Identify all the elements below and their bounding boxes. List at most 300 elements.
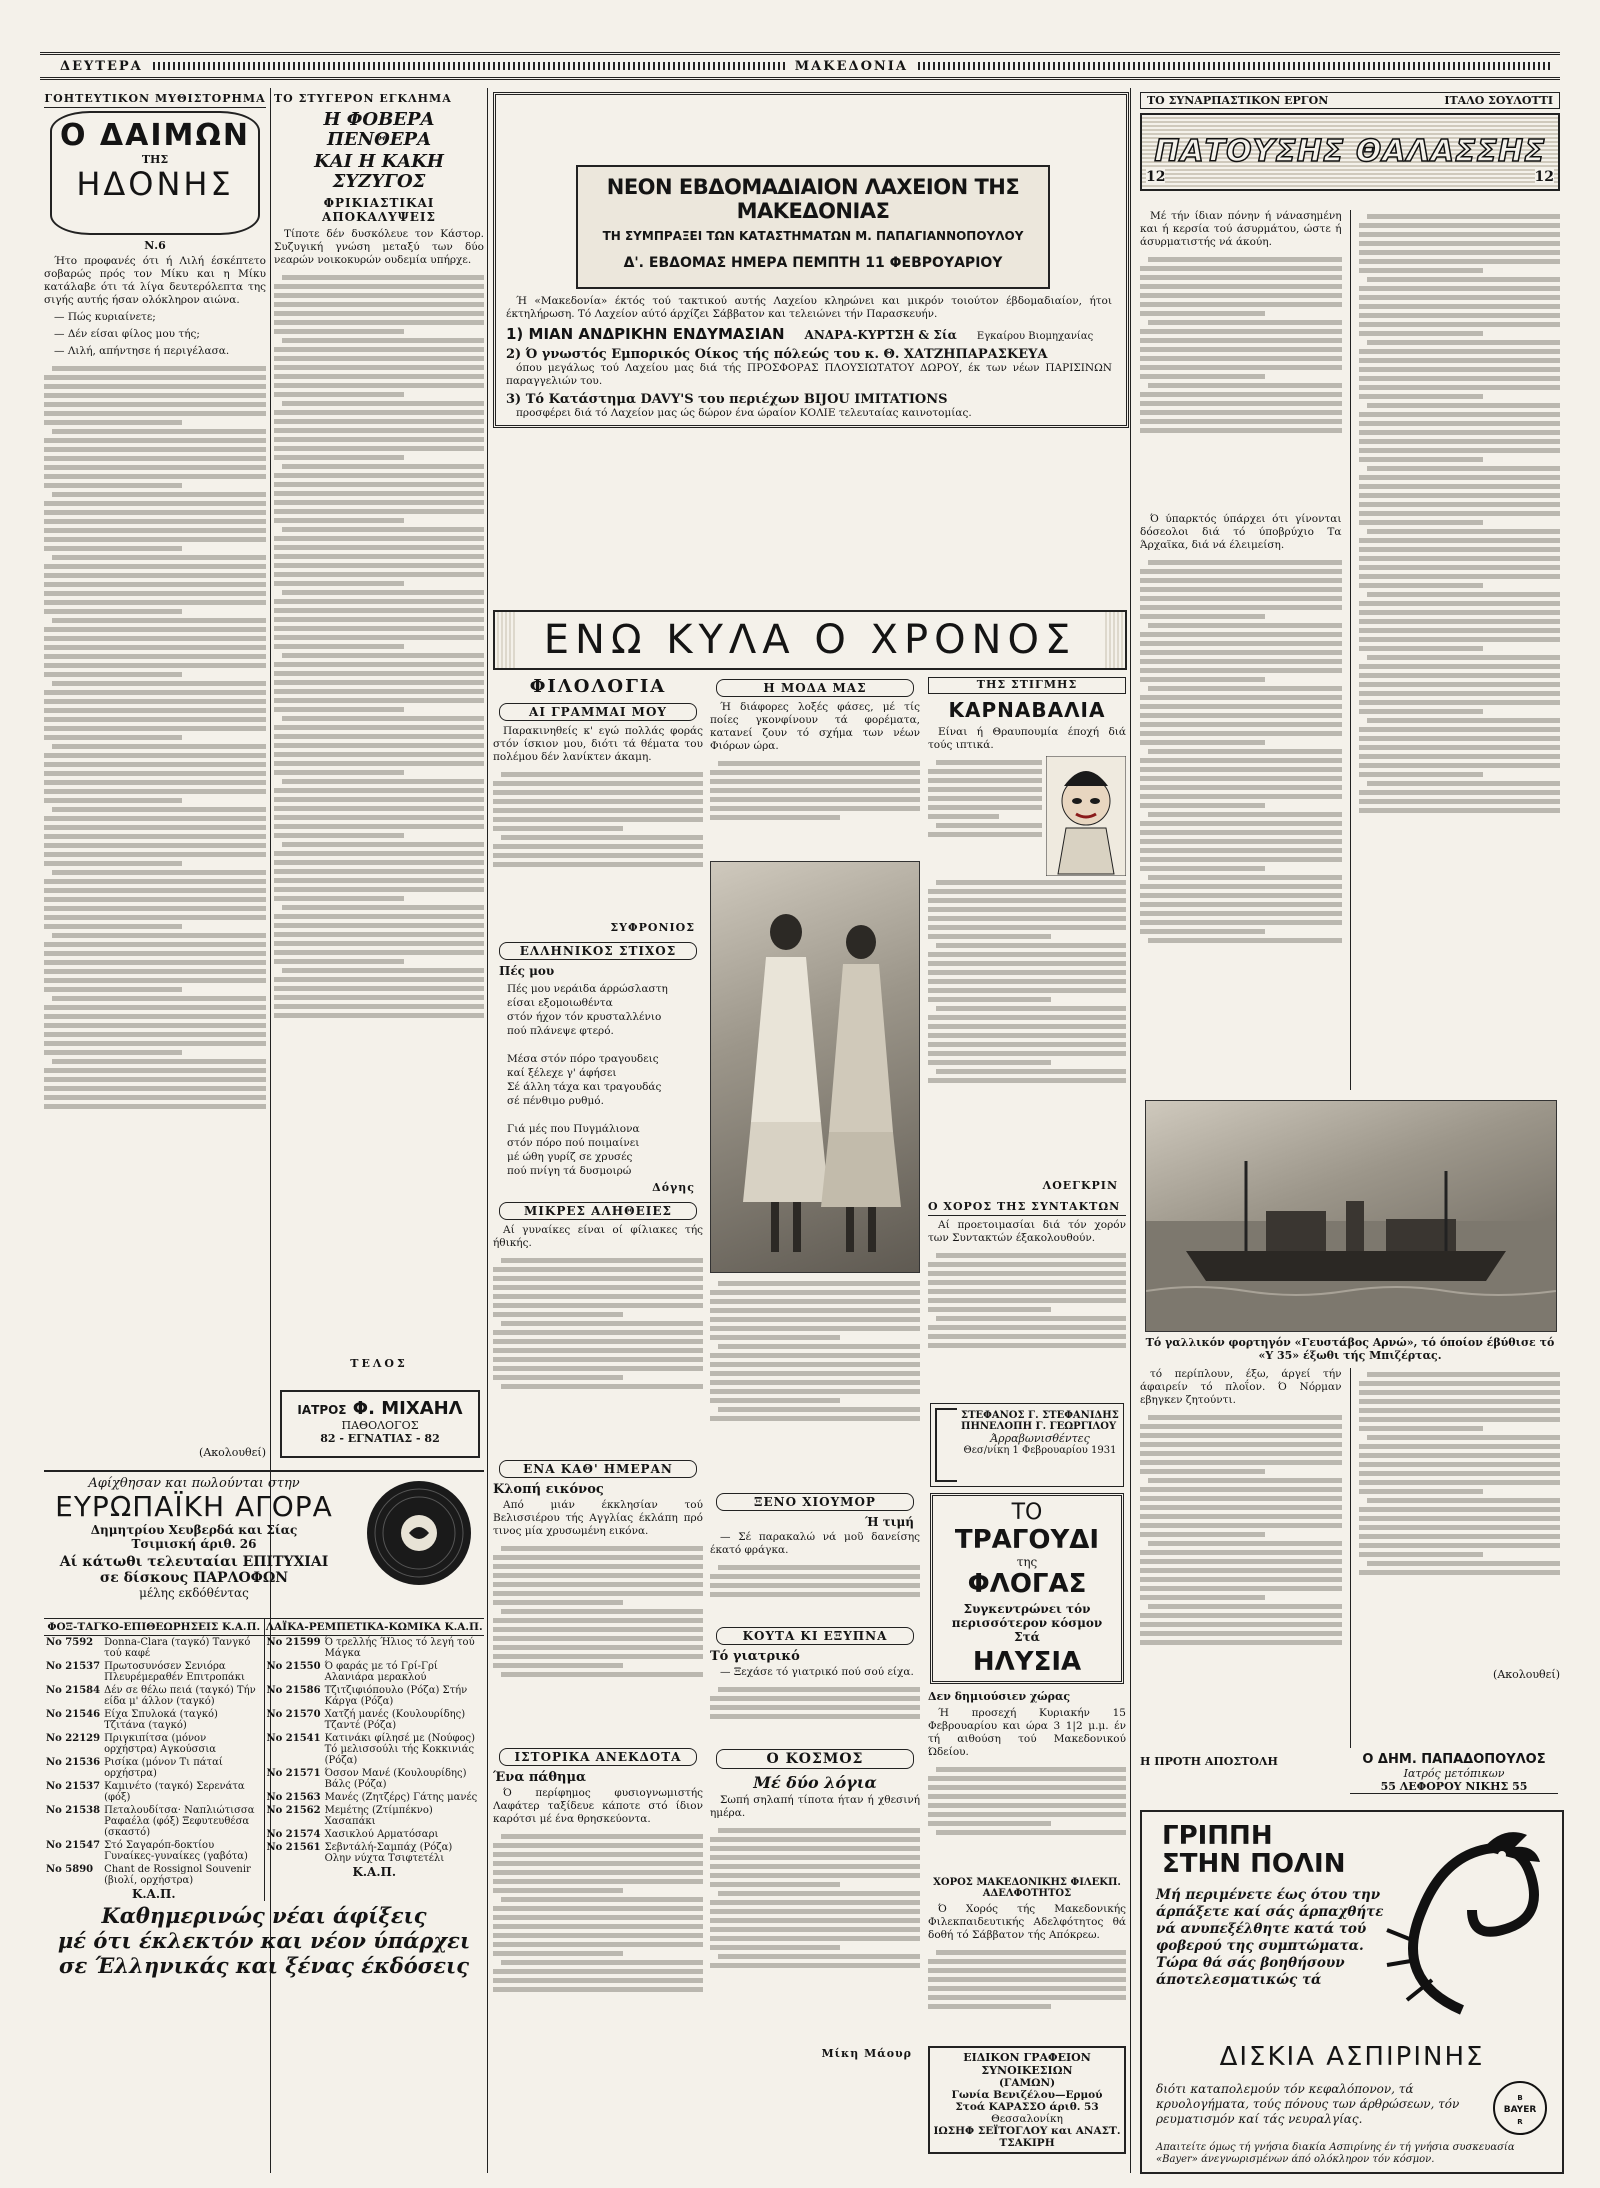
tagline-line: σε Έλληνικάς και ξένας έκδόσεις [58,1953,469,1978]
text-line [493,1294,703,1299]
column-rule [1350,1368,1351,1748]
text-line [936,943,1126,948]
lottery-title: ΝΕΟΝ ΕΒΔΟΜΑΔΙΑΙΟΝ ΛΑΧΕΙΟΝ ΤΗΣ ΜΑΚΕΔΟΝΙΑΣ [606,175,1020,223]
text-block [493,768,703,918]
record-number: No 21538 [46,1805,101,1816]
text-line [274,392,404,397]
text-line [52,1059,266,1064]
text-line [274,374,484,379]
text-line [928,1995,1126,2000]
text-line [1140,713,1342,718]
text-block [710,1824,920,2044]
record-title: Στό Σαγαρόπ-δοκτίου Γυναίκες-γυναίκες (γαβότα) [104,1840,248,1862]
text-line [282,275,484,280]
text-line [274,860,484,865]
record-number: No 22129 [46,1733,101,1744]
text-line [1359,1471,1561,1476]
philology-head: ΦΙΛΟΛΟΓΙΑ [529,676,667,697]
lottery-subtitle: ΤΗ ΣΥΜΠΡΑΞΕΙ ΤΩΝ ΚΑΤΑΣΤΗΜΑΤΩΝ Μ. ΠΑΠΑΓΙΑΝΝΟΠΟΥΛΟΥ [602,229,1024,243]
record-title: Χασικλού Αρματόσαρι [324,1829,439,1840]
text-line [928,2004,1051,2009]
text-line [493,1663,623,1668]
text-line [44,861,182,866]
text-block [710,757,920,857]
serial-number: 12 [1146,169,1166,185]
film-ad [930,1493,1124,1684]
text-line [44,960,266,965]
text-line [718,1687,920,1692]
text-line [274,887,484,892]
text-line [1359,682,1561,687]
text-line [493,1267,703,1272]
prize-2: 2) Ό γνωστός Εμπορικός Οίκος τής πόλεώς του κ. Θ. ΧΑΤΖΗΠΑΡΑΣΚΕΥΑ [506,347,1048,362]
text-line [928,1977,1126,1982]
text-line [274,428,484,433]
text-line [1359,385,1561,390]
text-line [274,509,484,514]
text-line [1359,331,1484,336]
text-line [928,1334,1126,1339]
text-line [710,1927,920,1932]
moment-column [928,675,1126,2165]
text-line [1148,938,1342,943]
text-line [274,311,484,316]
doctor-address: 82 - ΕΓΝΑΤΙΑΣ - 82 [320,1432,440,1445]
text-line [1140,884,1342,889]
text-line [274,635,484,640]
text-line [1367,277,1561,282]
poem-line: στόν πόρο πού ποιμαίνει [507,1137,640,1149]
text-line [493,790,703,795]
text-line [44,888,266,893]
record-title: Είχα Σπυλοκά (ταγκό) Τζιτάνα (ταγκό) [104,1709,218,1731]
office-line: ΕΙΔΙΚΟΝ ΓΡΑΦΕΙΟΝ ΣΥΝΟΙΚΕΣΙΩΝ [963,2051,1091,2077]
text-line [282,779,484,784]
text-line [710,770,920,775]
text-line [493,1879,703,1884]
text-line [274,581,404,586]
text-line [1148,812,1342,817]
serial-text-right [1359,1368,1561,1748]
table-row [44,1839,264,1863]
paragraph: Ήτο προφανές ότι ή Λιλή έσκέπτετο σοβαρώς πρός τον Μίκυ και η Μίκυ κατάλαβε ότι τά λίγα δευτερόλεπτα της σιγής αυτής ήσαν ολόκληρον αιώνα. [44,255,266,306]
masthead-rule-right [918,62,1550,70]
text-line [274,941,484,946]
text-line [274,680,484,685]
headline-line: ΣΤΗΝ ΠΟΛΙΝ [1162,1849,1346,1879]
text-line [282,968,484,973]
ad-records: σε δίσκους ΠΑΡΛΟΦΩΝ [99,1570,289,1586]
text-line [1148,560,1342,565]
table-row [44,1756,264,1780]
text-line [493,1654,703,1659]
section-title: Ο ΚΟΣΜΟΣ [716,1749,914,1769]
record-title: Πρωτοσυνόσεν Σενιόρα Πλευρέμεραθέν Επιτροπάκι [104,1661,245,1683]
text-line [274,869,484,874]
text-line [1359,763,1561,768]
text-line [44,1014,266,1019]
text-line [44,1086,266,1091]
poem-body [507,982,703,1178]
poem-line: σέ πένθιμο ρυθμό. [507,1095,604,1107]
text-line [493,1582,703,1587]
text-line [44,663,266,668]
text-line [928,970,1126,975]
text-line [1359,394,1484,399]
text-line [44,465,266,470]
paragraph: — Λιλή, απήντησε ή περιγέλασα. [54,345,230,357]
serial-column [44,90,266,1470]
record-table [265,1636,485,1865]
text-line [274,698,484,703]
text-line [1359,574,1561,579]
text-line [1359,1408,1561,1413]
column-rule [1130,88,1131,2173]
section-title: Η ΜΟΔΑ ΜΑΣ [716,679,914,697]
text-line [493,844,703,849]
text-line [936,880,1126,885]
text-line [274,689,484,694]
text-block [710,1277,920,1487]
text-line [44,609,182,614]
list-header: ΛΑΪΚΑ-ΡΕΜΠΕΤΙΚΑ-ΚΩΜΙΚΑ Κ.Α.Π. [265,1619,485,1636]
text-line [493,1951,623,1956]
text-line [44,654,266,659]
article-title: Ή τιμή [865,1515,914,1529]
text-line [1367,214,1561,219]
text-line [710,1864,920,1869]
text-line [1148,749,1342,754]
text-line [44,906,266,911]
text-line [1140,1496,1342,1501]
serial-title: ΠΑΤΟΥΣΗΣ ΘΑΛΑΣΣΗΣ [1154,134,1546,169]
cinema-name: ΗΛΥΣΙΑ [972,1647,1082,1677]
text-line [1359,1570,1561,1575]
text-line [52,492,266,497]
text-line [52,555,266,560]
paragraph: Αί γυναίκες είναι οί φίλιακες τής ήθικής. [493,1224,703,1249]
serial-title-line1: Ο ΔΑΙΜΩΝ [59,118,250,153]
text-line [1140,866,1265,871]
text-line [1140,740,1265,745]
doctor-prefix: ΙΑΤΡΟΣ [297,1403,347,1417]
table-row [265,1684,485,1708]
text-line [1148,623,1342,628]
text-line [928,1343,1126,1348]
text-line [274,950,484,955]
flu-monster-icon [1372,1820,1552,2020]
text-line [1367,340,1561,345]
text-line [1140,929,1265,934]
to-be-continued: (Ακολουθεί) [199,1446,266,1459]
text-line [710,1882,840,1887]
ship-caption: Τό γαλλικόν φορτηγόν «Γευστάβος Αρνώ», τό όποίον έβύθισε τό «Υ 35» έξωθι τής Μπιζέρτας. [1145,1336,1555,1362]
text-line [44,1032,266,1037]
ship-icon [1146,1101,1556,1331]
serial-title-box [50,111,260,235]
text-line [501,1546,703,1551]
record-number: No 21541 [266,1733,321,1744]
text-line [501,835,703,840]
text-line [44,726,266,731]
text-line [1148,875,1342,880]
serial-author: ΙΤΑΛΟ ΣΟΥΛΟΤΤΙ [1444,94,1553,107]
text-line [44,1095,266,1100]
record-title: Χατζή μανές (Κουλουρίδης) Τζαντέ (Ρόζα) [324,1709,466,1731]
text-line [493,1591,703,1596]
text-line [274,977,484,982]
text-line [1140,365,1342,370]
lottery-intro: Ή «Μακεδονία» έκτός τού τακτικού αυτής Λαχείου κληρώνει και μικρόν τοιούτον έβδομαδιαίον, ήτοι έκτηλήρωση. Τό Λαχείον αύτό άρχίζει Σάββατον και τελειώνει τήν Παρασκευήν. [506,295,1112,320]
text-line [1140,356,1342,361]
paragraph: τό περίπλουν, έξω, άργεί τήν άφαιρείν τό πλοΐον. Ό Νόρμαν εβηγκεν ζητούντι. [1140,1368,1342,1406]
text-line [936,760,1042,765]
text-line [44,546,182,551]
doctor2-specialty: Ιατρός μετόπικων [1403,1767,1505,1780]
author-signature: ΛΟΕΓΚΡΙΝ [1042,1179,1118,1192]
text-line [44,852,266,857]
fashion-photo [710,861,920,1273]
record-number: No 21570 [266,1709,321,1720]
text-line [710,1398,840,1403]
engagement-notice [930,1403,1124,1487]
paragraph: Παρακινηθείς κ' εγώ πολλάς φοράς στόν ίσκιον μου, διότι τά θέματα του πολέμου δέν λανίκτεν άκαμη. [493,725,703,763]
text-line [1359,628,1561,633]
text-line [1140,428,1342,433]
text-line [1359,610,1561,615]
text-line [274,761,484,766]
text-line [274,455,404,460]
record-number: No 21537 [46,1781,101,1792]
text-line [718,1344,920,1349]
text-line [1140,902,1342,907]
table-row [44,1684,264,1708]
text-line [44,951,266,956]
poem-title: Πές μου [499,964,555,978]
text-line [44,987,182,992]
text-line [501,1384,703,1389]
text-line [1140,785,1342,790]
bayer-cross-logo [1492,2080,1548,2136]
text-line [274,365,484,370]
text-line [493,1285,703,1290]
text-line [1359,475,1561,480]
text-line [1359,619,1561,624]
text-line [501,772,703,777]
text-line [1359,313,1561,318]
text-line [928,1262,1126,1267]
text-line [1140,830,1342,835]
serial-number: 12 [1534,169,1554,185]
prize-1-note: Εγκαίρου Βιομηχανίας [976,331,1094,342]
text-line [44,717,266,722]
text-line [710,1918,920,1923]
text-line [1359,1417,1561,1422]
text-line [44,483,182,488]
crime-title-line1: Η ΦΟΒΕΡΑ ΠΕΝΘΕΡΑ [323,109,435,150]
text-line [44,762,266,767]
section-title: ΙΣΤΟΡΙΚΑ ΑΝΕΚΔΟΤΑ [499,1748,697,1766]
text-line [44,501,266,506]
text-line [936,1767,1126,1772]
text-line [52,744,266,749]
text-line [710,1380,920,1385]
text-line [44,600,266,605]
text-line [274,851,484,856]
text-line [493,1645,703,1650]
text-line [274,383,484,388]
text-line [928,769,1042,774]
text-line [928,1821,1051,1826]
doctor-ad-name-line [282,1398,478,1419]
section-title: ΕΛΛΗΝΙΚΟΣ ΣΤΙΧΟΣ [499,942,697,960]
text-line [282,527,484,532]
text-line [44,897,266,902]
table-row [265,1828,485,1841]
text-line [1140,1505,1342,1510]
aspirin-brand: ΔΙΣΚΙΑ ΑΣΠΙΡΙΝΗΣ [1219,2042,1485,2072]
text-line [52,996,266,1001]
record-number: No 21586 [266,1685,321,1696]
serial-title-box [1140,113,1560,191]
record-title: Ό φαράς με τό Γρί-Γρί Αλανιάρα μερακλού [324,1661,438,1683]
record-title: Καμινέτο (ταγκό) Σερενάτα (φόξ) [104,1781,245,1803]
text-line [493,862,703,867]
text-line [274,662,484,667]
text-line [928,1042,1126,1047]
text-line [274,320,484,325]
text-block [493,1542,703,1742]
text-line [493,853,703,858]
text-line [710,1705,920,1710]
text-line [1359,1462,1561,1467]
text-line [1140,302,1342,307]
table-row [265,1636,485,1660]
text-line [710,797,920,802]
text-line [493,781,703,786]
text-line [928,1015,1126,1020]
text-line [44,825,266,830]
text-line [52,681,266,686]
table-row [44,1732,264,1756]
text-line [493,1366,703,1371]
text-line [493,1357,703,1362]
banner-title: ΕΝΩ ΚΥΛΑ Ο ΧΡΟΝΟΣ [515,612,1105,668]
text-line [493,1942,703,1947]
doctor2-ad [1350,1752,1558,1794]
text-line [44,1068,266,1073]
philology-column [493,675,703,2165]
paragraph: Μέ τήν ίδιαν πόνην ή νάνασημένη και ή κερσία τού άσυρμάτου, ώστε ή άσυρματιστής νά άκούη. [1140,210,1342,248]
record-title: Μανές (Ζητζέρς) Γάτης μανές [324,1792,478,1803]
text-line [44,1077,266,1082]
poem-line: πού πλάνεψε φτερό. [507,1025,614,1037]
text-line [1140,1514,1342,1519]
record-number: No 21584 [46,1685,101,1696]
text-line [44,420,182,425]
text-line [1140,704,1342,709]
record-number: No 21574 [266,1829,321,1840]
text-line [274,293,484,298]
text-line [274,356,484,361]
text-line [1140,392,1342,397]
text-line [52,618,266,623]
text-line [1359,1444,1561,1449]
text-line [928,796,1042,801]
text-line [1140,1577,1342,1582]
text-line [274,725,484,730]
section-title: ΞΕΝΟ ΧΙΟΥΜΟΡ [716,1493,914,1511]
text-line [493,1906,703,1911]
text-line [1140,794,1342,799]
text-line [1359,1399,1561,1404]
text-line [1140,1487,1342,1492]
text-line [493,1627,703,1632]
record-number: No 21550 [266,1661,321,1672]
text-line [44,573,266,578]
text-line [710,806,920,811]
text-line [718,761,920,766]
text-line [44,591,266,596]
text-line [1140,374,1265,379]
aspirin-headline [1162,1822,1362,1878]
paragraph: Τίποτε δέν δυσκόλευε τον Κάστορ. Συζυγική γνώση μεταξύ των δύο νεαρών νοικοκυρών ουδεμία υπήρχε. [274,228,484,266]
serial-header [1140,92,1560,202]
reviews-label: Η ΠΡΟΤΗ ΑΠΟΣΤΟΛΗ [1140,1755,1278,1768]
notice-bracket [935,1408,957,1482]
text-line [928,1024,1126,1029]
text-line [1367,1498,1561,1503]
text-line [44,627,266,632]
text-line [44,645,266,650]
text-line [274,599,484,604]
text-line [274,554,484,559]
text-line [710,1335,840,1340]
text-line [1367,781,1561,786]
record-number: No 21536 [46,1757,101,1768]
text-line [52,429,266,434]
table-row [44,1636,264,1660]
serial-text-left [1140,210,1342,1090]
section-title: ΧΟΡΟΣ ΜΑΚΕΔΟΝΙΚΗΣ ΦΙΛΕΚΠ. ΑΔΕΛΦΟΤΗΤΟΣ [933,1877,1121,1899]
text-line [1140,911,1342,916]
record-title: Τζιτζιφιόπουλο (Ρόζα) Στήν Κάργα (Ρόζα) [324,1685,468,1707]
text-line [1367,529,1561,534]
episode-number: Ν.6 [144,239,166,252]
poem-line [507,1108,703,1122]
text-line [1359,1426,1484,1431]
text-line [1359,808,1561,813]
paragraph: Αί προετοιμασίαι διά τόν χορόν των Συντακτών έξακολουθούν. [928,1219,1126,1244]
text-line [1140,776,1342,781]
marriage-office-ad [928,2046,1126,2154]
text-line [1140,1442,1342,1447]
table-row [44,1804,264,1839]
serial-kicker: ΓΟΗΤΕΥΤΙΚΟΝ ΜΥΘΙΣΤΟΡΗΜΑ [44,92,266,108]
text-line [44,402,266,407]
text-line [718,1281,920,1286]
masthead-day: ΔΕΥΤΕΡΑ [60,58,143,74]
text-line [928,1986,1126,1991]
label-name: Κ.Α.Π. [131,1887,176,1901]
text-line [501,1609,703,1614]
text-line [710,1936,920,1941]
text-line [928,1785,1126,1790]
text-line [1359,358,1561,363]
text-block [928,756,1042,876]
text-line [274,734,484,739]
table-row [265,1660,485,1684]
